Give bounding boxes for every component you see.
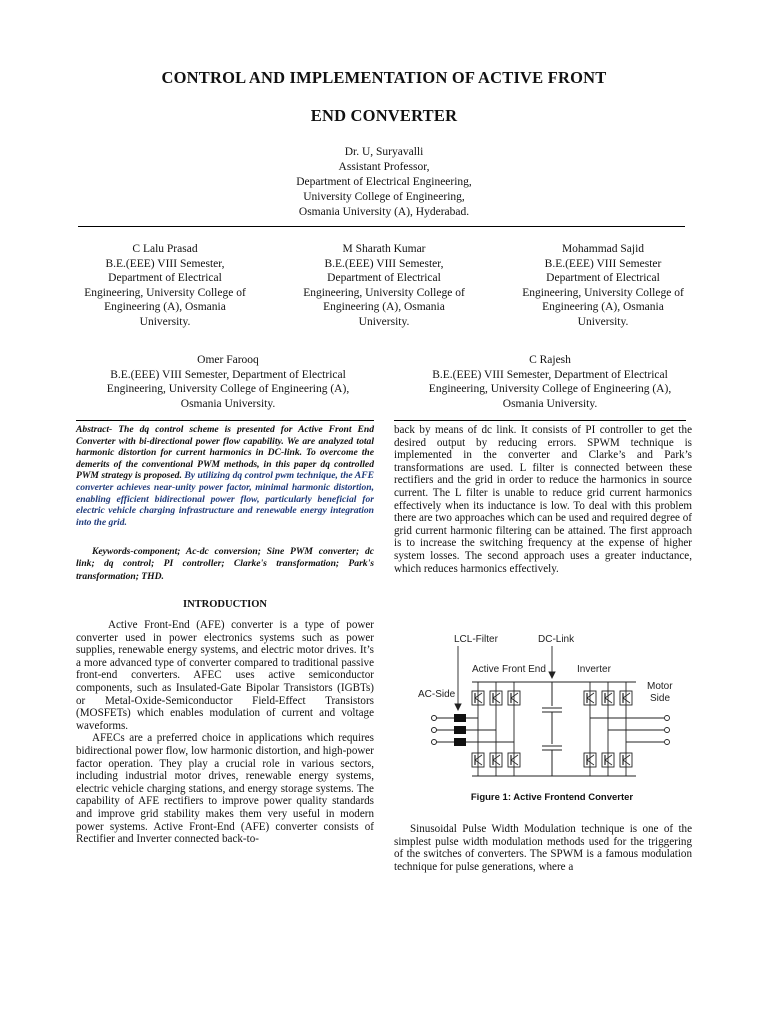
author-name: M Sharath Kumar: [342, 243, 426, 255]
keywords: Keywords-component; Ac-dc conversion; Sine PWM converter; dc link; dq control; PI controller; Clarke's transformation; Park's transformation; THD.: [76, 546, 374, 582]
author-line: Department of Electrical: [108, 272, 222, 285]
abstract-divider: [76, 420, 374, 421]
author-line: B.E.(EEE) VIII Semester, Department of Electrical: [110, 368, 346, 381]
section-heading-introduction: INTRODUCTION: [182, 599, 267, 610]
author-name: C Rajesh: [529, 354, 571, 366]
author-line: Engineering, University College of: [84, 286, 246, 299]
lead-author-univ: Osmania University (A), Hyderabad.: [298, 206, 470, 218]
title-line-1: CONTROL AND IMPLEMENTATION OF ACTIVE FRONT: [161, 68, 607, 87]
author-line: University.: [139, 315, 191, 328]
author-line: University.: [358, 315, 410, 328]
author-line: Department of Electrical: [327, 272, 441, 285]
abstract: [76, 424, 374, 528]
label-ac-side: AC-Side: [418, 689, 456, 700]
author-line: B.E.(EEE) VIII Semester: [544, 257, 662, 270]
lead-author-college: University College of Engineering,: [303, 191, 465, 203]
label-inverter: Inverter: [577, 664, 611, 675]
label-motor: Motor: [647, 681, 673, 692]
author-name: Mohammad Sajid: [561, 243, 645, 255]
author-line: Osmania University.: [502, 397, 598, 410]
lead-author-role: Assistant Professor,: [338, 161, 430, 173]
inductor-b: [454, 726, 466, 734]
dc-rails: [472, 682, 636, 776]
paper-title: [60, 68, 708, 144]
figure-caption: Figure 1: Active Frontend Converter: [470, 792, 634, 803]
author-line: Engineering (A), Osmania: [323, 301, 445, 314]
author-name: C Lalu Prasad: [132, 243, 198, 255]
lead-author-dept: Department of Electrical Engineering,: [296, 176, 472, 188]
author-line: Department of Electrical: [546, 272, 660, 285]
intro-paragraph-1: Active Front-End (AFE) converter is a type of power converter used in power electronics systems such as power supplies, renewable energy systems, and electric motor drives. It’s a more advanced type of converter compared to traditional passive front-end converters. AFEC uses active semiconductor components, such as Insulated-Gate Bipolar Transistors (IGBTs) or Metal-Oxide-Semiconductor Field-Effect Transistors (MOSFETs) which enables modulation of current and voltage waveforms.: [76, 619, 374, 732]
inductor-a: [454, 714, 466, 722]
title-line-2: END CONVERTER: [310, 106, 458, 125]
label-lcl-filter: LCL-Filter: [454, 634, 498, 645]
header-divider: [78, 226, 685, 227]
author-name: Omer Farooq: [197, 354, 259, 366]
author-block: [289, 242, 479, 330]
author-line: Engineering, University College of: [522, 286, 684, 299]
lead-author-block: [234, 145, 534, 220]
label-dc-link: DC-Link: [538, 634, 575, 645]
inductor-c: [454, 738, 466, 746]
author-block: [78, 353, 378, 411]
author-line: B.E.(EEE) VIII Semester, Department of Electrical: [432, 368, 668, 381]
author-block: [70, 242, 260, 330]
intro-paragraph-2: AFECs are a preferred choice in applications which requires bidirectional power flow, low harmonic distortion, and high-power factor operation. They play a crucial role in various sectors, including industrial motor drives, renewable energy systems, electric vehicle charging stations, and energy storage systems. The capability of AFE rectifiers to improve power quality standards and improve grid stability makes them very useful in modern power systems. Active Front-End (AFE) converter consists of Rectifier and Inverter connected back-to-: [76, 732, 374, 846]
right-column-paragraph-1: back by means of dc link. It consists of PI controller to get the desired output by reducing errors. SPWM technique is implemented in the converter and Clarke’s and Park’s transformations are used. L filter is connected between these rectifiers and the grid in order to reduce the harmonics in source current. The L filter is unable to reduce grid current harmonics effectively when its inductance is low. To deal with this problem there are two approaches which can be used and required degree of grid current harmonic filtering can be attained. The first approach is to increase the switching frequency at the expense of higher system losses. The second approach uses a greater inductance, which reduces harmonics effectively.: [394, 424, 692, 575]
author-line: Engineering, University College of Engineering (A),: [106, 383, 350, 396]
label-active-front-end: Active Front End: [472, 664, 546, 675]
intro-column: [76, 619, 374, 846]
author-block: [400, 353, 700, 411]
label-side: Side: [650, 693, 671, 704]
author-line: Engineering, University College of Engineering (A),: [428, 383, 672, 396]
author-line: University.: [577, 315, 629, 328]
pointer-arrows: [455, 646, 555, 710]
author-line: Engineering, University College of: [303, 286, 465, 299]
ac-input-lines: [432, 716, 515, 745]
author-line: Engineering (A), Osmania: [104, 301, 226, 314]
author-block: [508, 242, 698, 330]
abstract-text-highlight: By utilizing dq control pwm technique, the AFE converter achieves near-unity power factor, minimal harmonic distortion, enabling efficient bidirectional power flow, particularly beneficial for electric vehicle charging infrastructure and renewable energy integration into the grid.: [76, 470, 375, 528]
lead-author-name: Dr. U, Suryavalli: [344, 146, 424, 158]
right-column-paragraph-2: Sinusoidal Pulse Width Modulation technique is one of the simplest pulse width modulation methods used for the triggering of the switches of converters. The SPWM is a famous modulation technique for pulse generations, where a: [394, 823, 692, 873]
author-line: B.E.(EEE) VIII Semester,: [105, 257, 225, 270]
author-line: Engineering (A), Osmania: [542, 301, 664, 314]
right-column-divider: [394, 420, 686, 421]
afe-converter-diagram: [414, 626, 690, 790]
author-line: Osmania University.: [180, 397, 276, 410]
author-line: B.E.(EEE) VIII Semester,: [324, 257, 444, 270]
abstract-text: Abstract- The dq control scheme is presented for Active Front End Converter with bi-directional power flow capability. We are analyzed total harmonic distortion for current harmonics in DC-link. To overcome the demerits of the conventional PWM methods, in this paper dq controlled PWM strategy is proposed.: [76, 424, 374, 482]
